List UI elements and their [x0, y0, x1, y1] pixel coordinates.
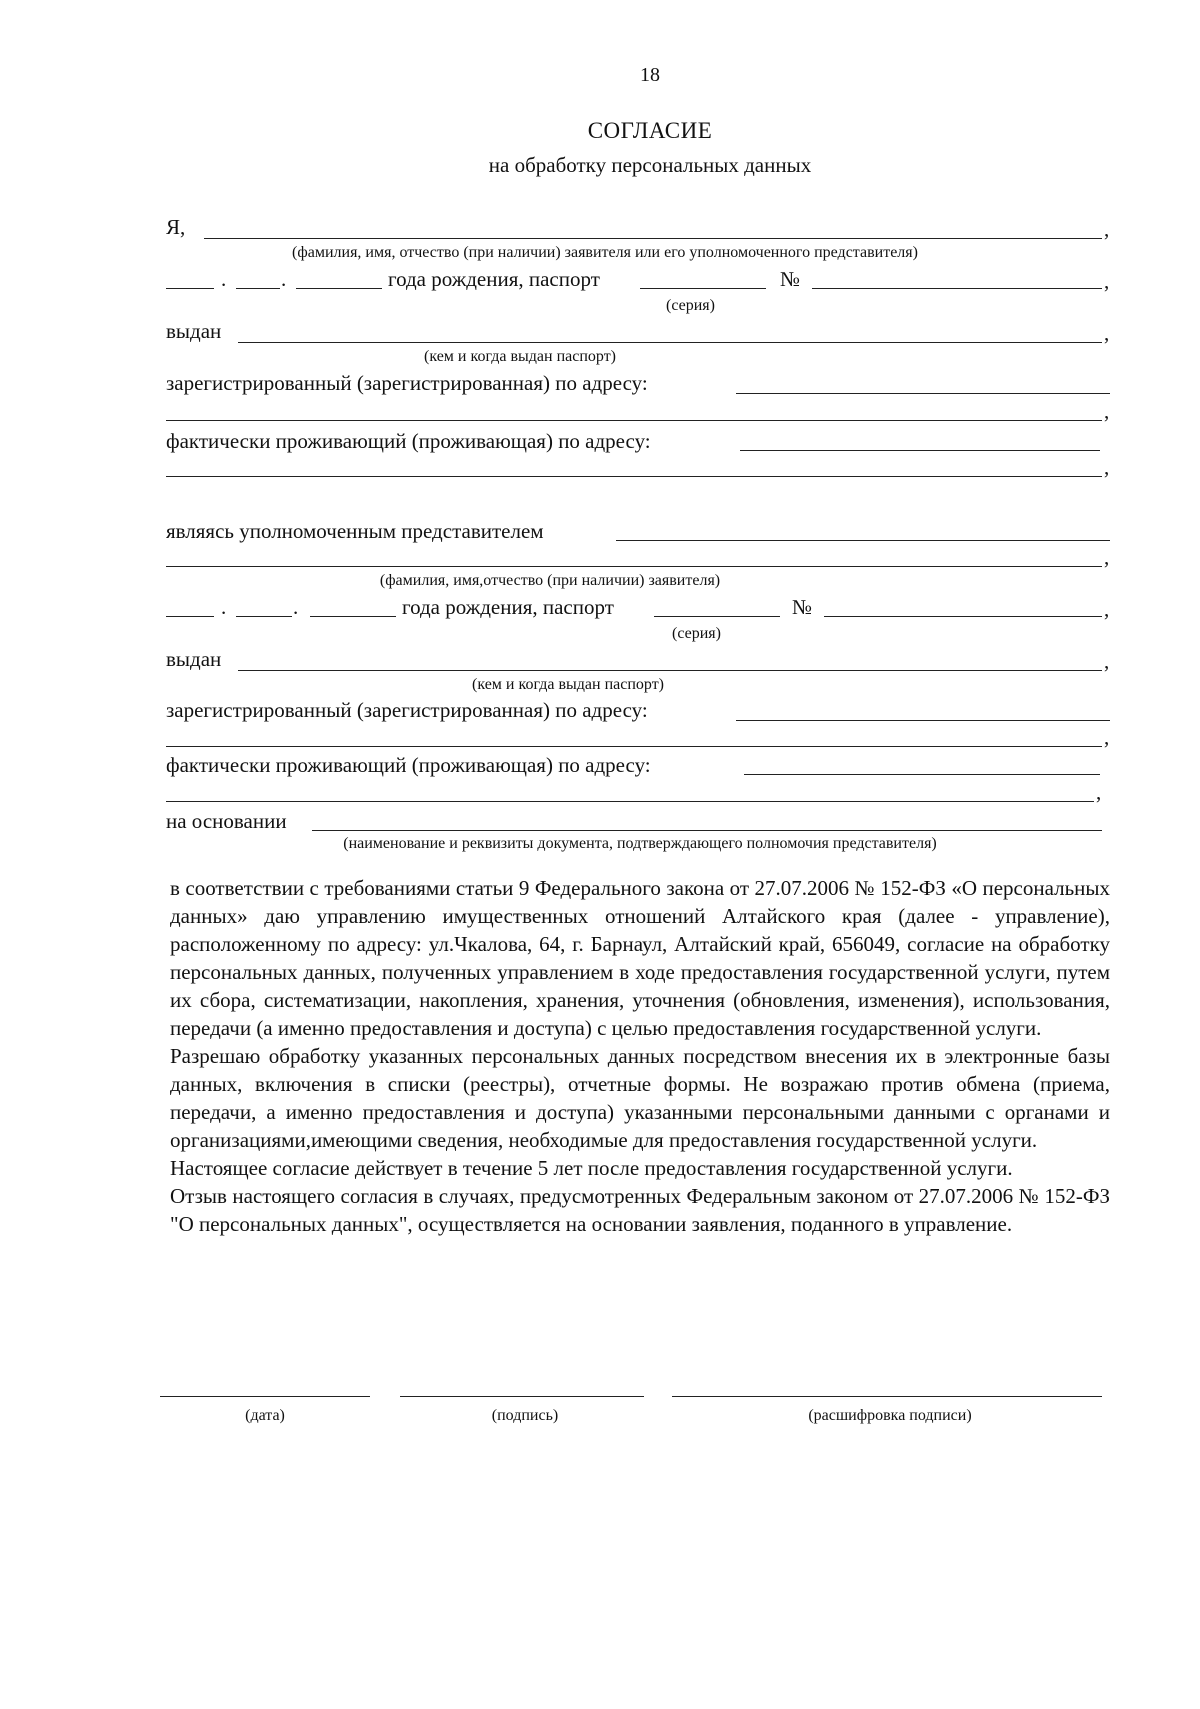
dot: . [221, 267, 227, 291]
basis-field[interactable] [312, 830, 1102, 831]
consent-paragraph-1: в соответствии с требованиями статьи 9 Федерального закона от 27.07.2006 № 152-ФЗ «О персональных данных» даю управлению имущественных отношений Алтайского края (далее - управление), расположенному по адресу: ул.Чкалова, 64, г. Барнаул, Алтайский край, 656049, согласие на обработку персональных данных, полученных управлением в ходе предоставления государственной услуги, путем их сбора, систематизации, накопления, хранения, уточнения (обновления, изменения), использования, передачи (а именно предоставления и доступа) с целью предоставления государственной услуги. [170, 876, 1110, 1040]
signature-decode-hint: (расшифровка подписи) [808, 1407, 972, 1424]
consent-paragraph-4: Отзыв настоящего согласия в случаях, предусмотренных Федеральным законом от 27.07.2006 № 152-ФЗ "О персональных данных", осуществляется на основании заявления, поданного в управление. [170, 1184, 1110, 1236]
rep-registered-field-2[interactable] [166, 746, 1102, 747]
number-sign: № [792, 595, 813, 619]
comma: , [1104, 321, 1110, 345]
rep-fio-hint: (фамилия, имя,отчество (при наличии) заявителя) [379, 572, 721, 589]
fio-field[interactable] [204, 238, 1102, 239]
rep-residing-label: фактически проживающий (проживающая) по адресу: [166, 753, 651, 777]
rep-issued-hint: (кем и когда выдан паспорт) [472, 676, 665, 693]
dot: . [293, 595, 299, 619]
registered-field-2[interactable] [166, 420, 1102, 421]
signature-field[interactable] [400, 1396, 644, 1397]
comma: , [1104, 649, 1110, 673]
comma: , [1104, 545, 1110, 569]
rep-series-hint: (серия) [672, 625, 721, 642]
page-number: 18 [640, 64, 660, 86]
rep-fio-field-2[interactable] [166, 566, 1102, 567]
consent-body [170, 874, 1110, 1238]
comma: , [1104, 597, 1110, 621]
page-title: СОГЛАСИЕ [587, 118, 713, 143]
rep-issued-field[interactable] [238, 670, 1102, 671]
residing-field-2[interactable] [166, 476, 1102, 477]
birth-month-field[interactable] [236, 288, 280, 289]
residing-label: фактически проживающий (проживающая) по адресу: [166, 429, 651, 453]
rep-birth-day-field[interactable] [166, 616, 214, 617]
registered-field-1[interactable] [736, 393, 1110, 394]
fio-hint: (фамилия, имя, отчество (при наличии) заявителя или его уполномоченного представителя) [292, 244, 918, 261]
birth-passport-label: года рождения, паспорт [388, 267, 600, 291]
registered-label: зарегистрированный (зарегистрированная) по адресу: [166, 371, 648, 395]
rep-residing-field-2[interactable] [166, 801, 1094, 802]
comma: , [1104, 217, 1110, 241]
comma: , [1104, 725, 1110, 749]
rep-residing-field-1[interactable] [744, 774, 1100, 775]
rep-birth-month-field[interactable] [236, 616, 292, 617]
rep-fio-field-1[interactable] [616, 540, 1110, 541]
representative-label: являясь уполномоченным представителем [166, 519, 544, 543]
signature-decode-field[interactable] [672, 1396, 1102, 1397]
series-hint: (серия) [666, 297, 715, 314]
comma: , [1104, 455, 1110, 479]
rep-issued-label: выдан [166, 647, 222, 671]
birth-day-field[interactable] [166, 288, 214, 289]
basis-label: на основании [166, 809, 287, 833]
date-hint: (дата) [245, 1407, 285, 1424]
ya-label: Я, [166, 215, 186, 239]
comma: , [1104, 399, 1110, 423]
consent-paragraph-2: Разрешаю обработку указанных персональных данных посредством внесения их в электронные базы данных, включения в списки (реестры), отчетные формы. Не возражаю против обмена (приема, передачи, а именно предоставления и доступа) указанными персональными данными с органами и организациями,имеющими сведения, необходимые для предоставления государственной услуги. [170, 1044, 1110, 1152]
consent-paragraph-3: Настоящее согласие действует в течение 5 лет после предоставления государственной услуги. [170, 1156, 1013, 1180]
rep-passport-number-field[interactable] [824, 616, 1102, 617]
passport-series-field[interactable] [640, 288, 766, 289]
dot: . [221, 595, 227, 619]
residing-field-1[interactable] [740, 450, 1100, 451]
basis-hint: (наименование и реквизиты документа, подтверждающего полномочия представителя) [343, 835, 937, 852]
signature-hint: (подпись) [491, 1407, 559, 1424]
rep-birth-year-field[interactable] [310, 616, 396, 617]
page-subtitle: на обработку персональных данных [488, 153, 812, 177]
rep-registered-field-1[interactable] [736, 720, 1110, 721]
number-sign: № [780, 267, 801, 291]
date-field[interactable] [160, 1396, 370, 1397]
rep-passport-series-field[interactable] [654, 616, 780, 617]
issued-hint: (кем и когда выдан паспорт) [424, 348, 617, 365]
passport-number-field[interactable] [812, 288, 1102, 289]
comma: , [1096, 780, 1102, 804]
issued-field[interactable] [238, 342, 1102, 343]
dot: . [281, 267, 287, 291]
rep-registered-label: зарегистрированный (зарегистрированная) по адресу: [166, 698, 648, 722]
rep-birth-passport-label: года рождения, паспорт [402, 595, 614, 619]
issued-label: выдан [166, 319, 222, 343]
comma: , [1104, 269, 1110, 293]
birth-year-field[interactable] [296, 288, 382, 289]
